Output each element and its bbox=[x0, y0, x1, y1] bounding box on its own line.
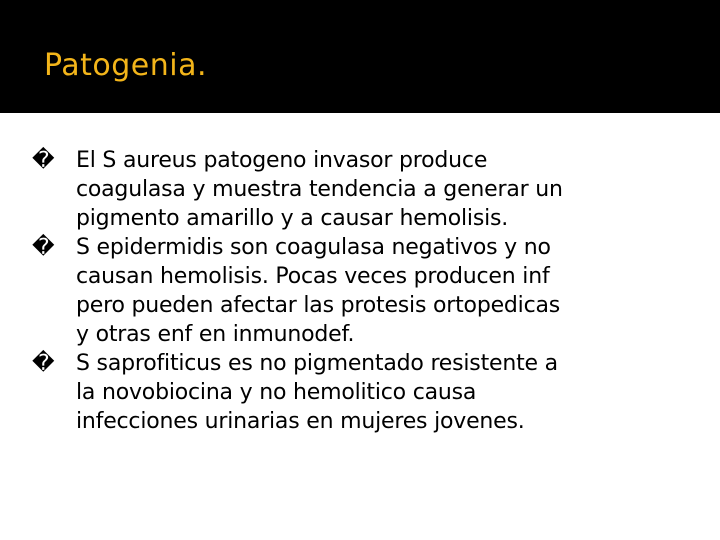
bullet-marker: � bbox=[32, 235, 55, 260]
bullet-text-line: y otras enf en inmunodef. bbox=[76, 322, 355, 347]
title-bar bbox=[0, 0, 720, 113]
bullet-text-line: S epidermidis son coagulasa negativos y no bbox=[76, 235, 551, 260]
bullet-item bbox=[32, 349, 682, 436]
bullet-marker: � bbox=[32, 148, 55, 173]
bullet-item bbox=[32, 146, 682, 233]
bullet-text-line: El S aureus patogeno invasor produce bbox=[76, 148, 488, 173]
bullet-text-line: S saprofiticus es no pigmentado resistente a bbox=[76, 351, 558, 376]
slide-content bbox=[32, 146, 682, 436]
bullet-text-line: coagulasa y muestra tendencia a generar un bbox=[76, 177, 563, 202]
bullet-text-line: la novobiocina y no hemolitico causa bbox=[76, 380, 477, 405]
bullet-marker: � bbox=[32, 351, 55, 376]
slide-title: Patogenia. bbox=[44, 48, 208, 83]
bullet-item bbox=[32, 233, 682, 349]
bullet-text-line: pero pueden afectar las protesis ortopedicas bbox=[76, 293, 561, 318]
bullet-text-line: causan hemolisis. Pocas veces producen inf bbox=[76, 264, 550, 289]
bullet-text-line: pigmento amarillo y a causar hemolisis. bbox=[76, 206, 509, 231]
bullet-text-line: infecciones urinarias en mujeres jovenes. bbox=[76, 409, 525, 434]
